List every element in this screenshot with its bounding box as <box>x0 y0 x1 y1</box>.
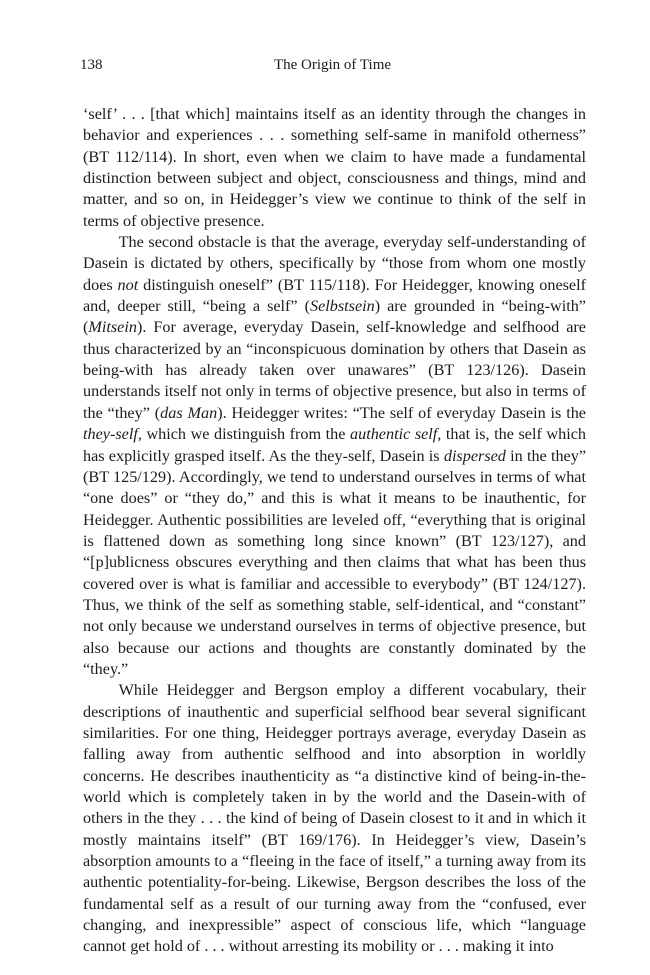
page-number: 138 <box>80 57 103 73</box>
text-run: in the they” (BT 125/129). Accordingly, we tend to understand ourselves in terms of what “one does” or “they do,” and this is what it means to be inauthentic, for Heidegger. Authentic possibilities are leveled off, “everything that is original is flattened down as something long since known” (BT 123/127), and “[p]ublicness obscures everything and then claims that what has been thus covered over is what is familiar and accessible to everybody” (BT 124/127). Thus, we think of the self as something stable, self-identical, and “constant” not only because we understand ourselves in terms of objective presence, but also because our actions and thoughts are constantly dominated by the “they.” <box>83 446 586 678</box>
text-run: which we distinguish from the <box>141 425 351 444</box>
text-run: ). For average, everyday Dasein, self-knowledge and selfhood are thus characterized by an “inconspicuous domination by others that Dasein as being-with has already taken over unawares” (BT 123/126). Dasein understands itself not only in terms of objective presence, but also in terms of the “they” ( <box>83 318 586 422</box>
paragraph-2 <box>83 232 586 680</box>
text-run: The second obstacle is that the average, everyday self-understanding of Dasein is dictated by others, specifically by “those from whom one mostly does <box>83 233 586 294</box>
italic-phrase: not <box>117 275 139 294</box>
text-run: ‘self’ . . . [that which] maintains itself as an identity through the changes in behavior and experiences . . . something self-same in manifold otherness” (BT 112/114). In short, even when we claim to have made a fundamental distinction between subject and object, consciousness and things, mind and matter, and so on, in Heidegger’s view we continue to think of the self in terms of objective presence. <box>83 105 586 230</box>
paragraph-3 <box>83 680 586 957</box>
italic-phrase: authentic self, <box>350 425 442 444</box>
running-head <box>80 57 585 79</box>
text-run: While Heidegger and Bergson employ a different vocabulary, their descriptions of inauthentic and superficial selfhood bear several significant similarities. For one thing, Heidegger portrays average, everyday Dasein as falling away from authentic selfhood and into absorption in worldly concerns. He describes inauthenticity as “a distinctive kind of being-in-the-world which is completely taken in by the world and the Dasein-with of others in the they . . . the kind of being of Dasein closest to it and in which it mostly maintains itself” (BT 169/176). In Heidegger’s view, Dasein’s absorption amounts to a “fleeing in the face of itself,” a turning away from its authentic potentiality-for-being. Likewise, Bergson describes the loss of the fundamental self as a result of our turning away from the “confused, ever changing, and inexpressible” aspect of conscious life, which “language cannot get hold of . . . without arresting its mobility or . . . making it into <box>83 681 587 956</box>
body-text <box>83 104 586 958</box>
italic-phrase: das Man <box>160 403 218 422</box>
text-run: ) are grounded in “being-with” ( <box>83 297 586 337</box>
text-run: that is, the self which has explicitly grasped itself. As the they-self, Dasein is <box>83 425 586 465</box>
paragraph-1 <box>83 104 586 232</box>
italic-phrase: they-self, <box>83 425 142 444</box>
italic-phrase: Selbstsein <box>309 297 375 316</box>
text-run: ). Heidegger writes: “The self of everyday Dasein is the <box>217 403 586 422</box>
text-run: distinguish oneself” (BT 115/118). For Heidegger, knowing oneself and, deeper still, “being a self” ( <box>83 275 586 316</box>
running-title: The Origin of Time <box>273 57 392 73</box>
italic-phrase: dispersed <box>443 446 506 465</box>
italic-phrase: Mitsein <box>88 318 137 337</box>
